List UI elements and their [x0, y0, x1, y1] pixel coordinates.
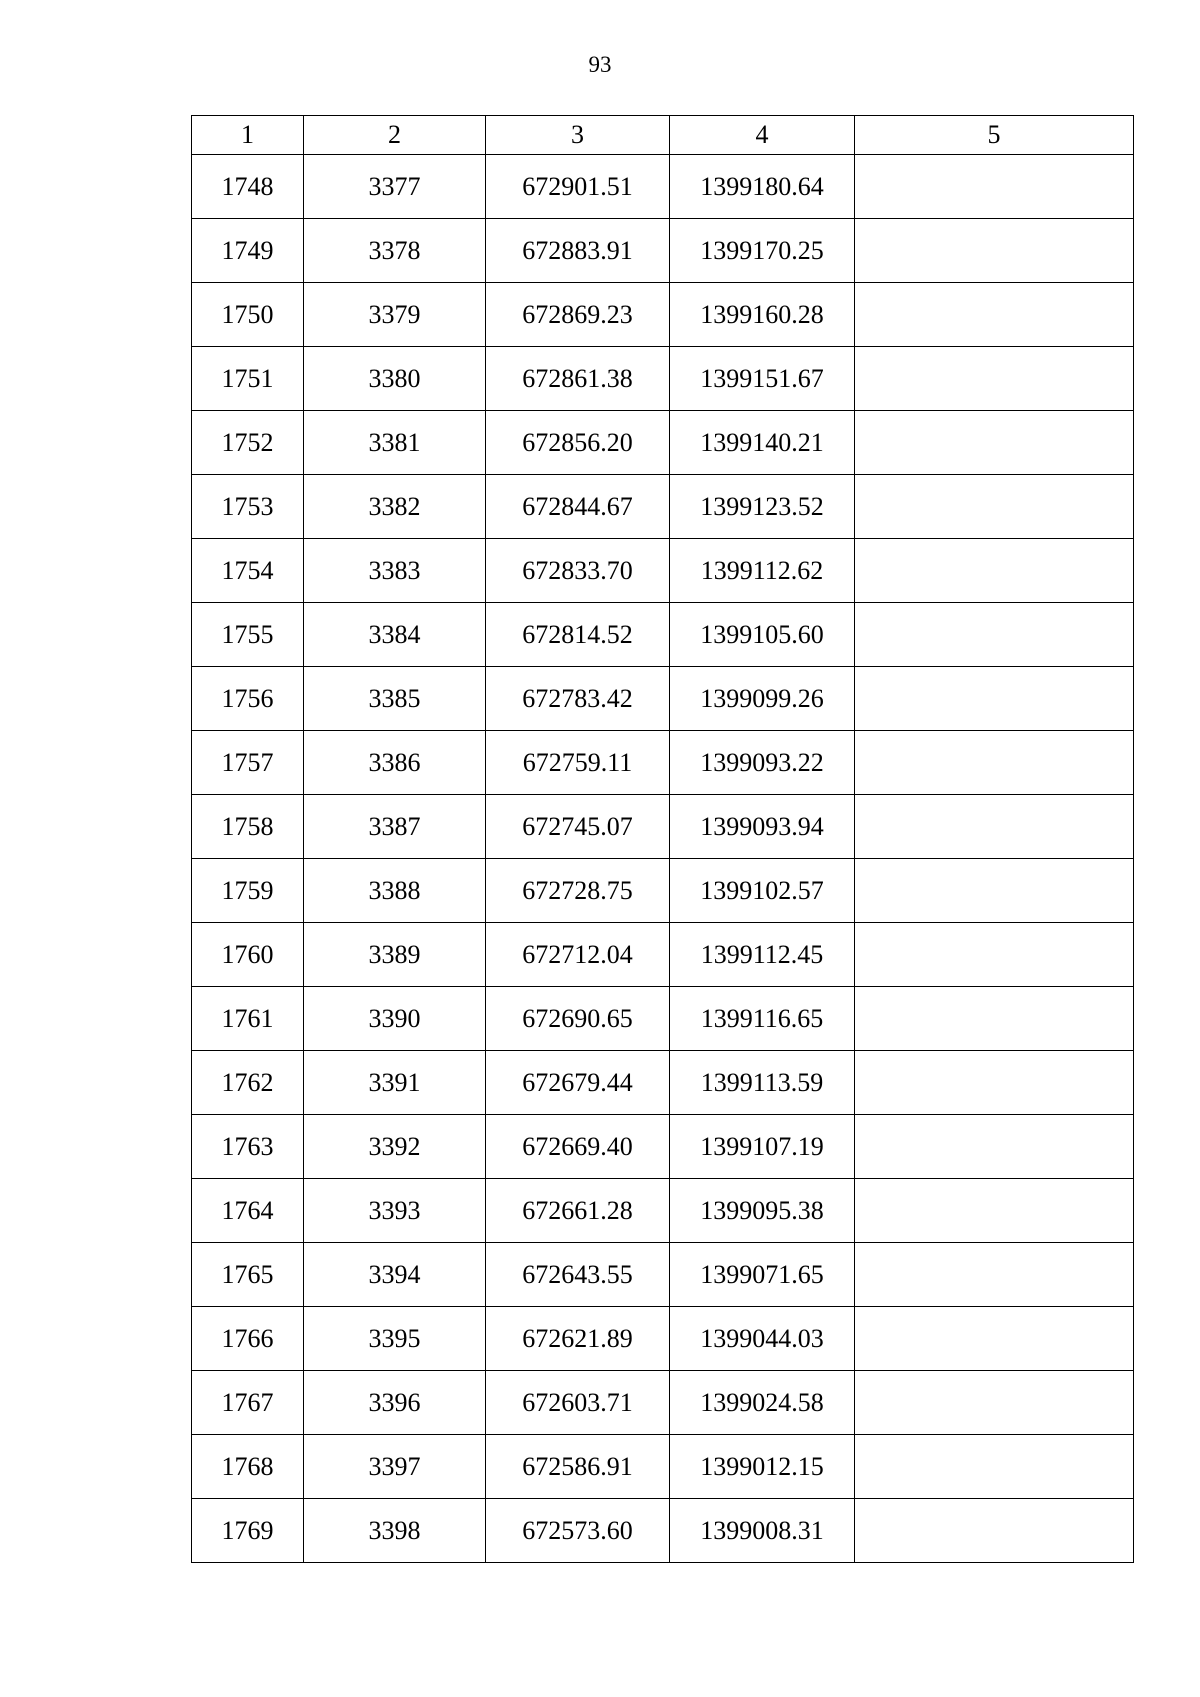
station-number-cell: 3378: [304, 219, 486, 283]
x-coordinate-cell: 672603.71: [486, 1371, 670, 1435]
station-number-cell: 3387: [304, 795, 486, 859]
column-header-4: 4: [670, 116, 855, 155]
x-coordinate-cell: 672573.60: [486, 1499, 670, 1563]
station-number-cell: 3392: [304, 1115, 486, 1179]
x-coordinate-cell: 672621.89: [486, 1307, 670, 1371]
y-coordinate-cell: 1399113.59: [670, 1051, 855, 1115]
note-cell: [855, 219, 1134, 283]
station-number-cell: 3396: [304, 1371, 486, 1435]
station-number-cell: 3383: [304, 539, 486, 603]
y-coordinate-cell: 1399044.03: [670, 1307, 855, 1371]
y-coordinate-cell: 1399012.15: [670, 1435, 855, 1499]
station-number-cell: 3377: [304, 155, 486, 219]
note-cell: [855, 283, 1134, 347]
y-coordinate-cell: 1399112.62: [670, 539, 855, 603]
y-coordinate-cell: 1399008.31: [670, 1499, 855, 1563]
x-coordinate-cell: 672814.52: [486, 603, 670, 667]
x-coordinate-cell: 672861.38: [486, 347, 670, 411]
table-row: [192, 1179, 1134, 1243]
note-cell: [855, 1307, 1134, 1371]
table-row: [192, 475, 1134, 539]
table-row: [192, 923, 1134, 987]
table-row: [192, 987, 1134, 1051]
note-cell: [855, 539, 1134, 603]
column-header-3: 3: [486, 116, 670, 155]
table-body: [192, 155, 1134, 1563]
table-row: [192, 219, 1134, 283]
station-number-cell: 3393: [304, 1179, 486, 1243]
point-number-cell: 1760: [192, 923, 304, 987]
point-number-cell: 1755: [192, 603, 304, 667]
header-row: [192, 116, 1134, 155]
station-number-cell: 3385: [304, 667, 486, 731]
note-cell: [855, 603, 1134, 667]
x-coordinate-cell: 672745.07: [486, 795, 670, 859]
point-number-cell: 1753: [192, 475, 304, 539]
x-coordinate-cell: 672661.28: [486, 1179, 670, 1243]
table-row: [192, 667, 1134, 731]
station-number-cell: 3389: [304, 923, 486, 987]
station-number-cell: 3397: [304, 1435, 486, 1499]
table-row: [192, 1371, 1134, 1435]
table-row: [192, 155, 1134, 219]
note-cell: [855, 155, 1134, 219]
y-coordinate-cell: 1399105.60: [670, 603, 855, 667]
y-coordinate-cell: 1399107.19: [670, 1115, 855, 1179]
note-cell: [855, 411, 1134, 475]
y-coordinate-cell: 1399093.22: [670, 731, 855, 795]
point-number-cell: 1758: [192, 795, 304, 859]
page-number: 93: [588, 52, 612, 77]
point-number-cell: 1769: [192, 1499, 304, 1563]
note-cell: [855, 1499, 1134, 1563]
column-header-5: 5: [855, 116, 1134, 155]
y-coordinate-cell: 1399180.64: [670, 155, 855, 219]
table-row: [192, 731, 1134, 795]
table-row: [192, 603, 1134, 667]
x-coordinate-cell: 672669.40: [486, 1115, 670, 1179]
point-number-cell: 1750: [192, 283, 304, 347]
y-coordinate-cell: 1399099.26: [670, 667, 855, 731]
station-number-cell: 3391: [304, 1051, 486, 1115]
note-cell: [855, 987, 1134, 1051]
point-number-cell: 1756: [192, 667, 304, 731]
x-coordinate-cell: 672833.70: [486, 539, 670, 603]
note-cell: [855, 1115, 1134, 1179]
note-cell: [855, 667, 1134, 731]
table-row: [192, 1307, 1134, 1371]
point-number-cell: 1757: [192, 731, 304, 795]
note-cell: [855, 1435, 1134, 1499]
x-coordinate-cell: 672643.55: [486, 1243, 670, 1307]
x-coordinate-cell: 672844.67: [486, 475, 670, 539]
x-coordinate-cell: 672869.23: [486, 283, 670, 347]
x-coordinate-cell: 672856.20: [486, 411, 670, 475]
y-coordinate-cell: 1399116.65: [670, 987, 855, 1051]
point-number-cell: 1764: [192, 1179, 304, 1243]
y-coordinate-cell: 1399123.52: [670, 475, 855, 539]
station-number-cell: 3395: [304, 1307, 486, 1371]
point-number-cell: 1767: [192, 1371, 304, 1435]
point-number-cell: 1748: [192, 155, 304, 219]
point-number-cell: 1751: [192, 347, 304, 411]
y-coordinate-cell: 1399095.38: [670, 1179, 855, 1243]
y-coordinate-cell: 1399170.25: [670, 219, 855, 283]
x-coordinate-cell: 672586.91: [486, 1435, 670, 1499]
y-coordinate-cell: 1399071.65: [670, 1243, 855, 1307]
table-row: [192, 859, 1134, 923]
station-number-cell: 3382: [304, 475, 486, 539]
station-number-cell: 3380: [304, 347, 486, 411]
table-row: [192, 347, 1134, 411]
y-coordinate-cell: 1399024.58: [670, 1371, 855, 1435]
y-coordinate-cell: 1399112.45: [670, 923, 855, 987]
x-coordinate-cell: 672759.11: [486, 731, 670, 795]
note-cell: [855, 859, 1134, 923]
y-coordinate-cell: 1399093.94: [670, 795, 855, 859]
coordinates-table: [191, 115, 1134, 1563]
table-row: [192, 795, 1134, 859]
y-coordinate-cell: 1399140.21: [670, 411, 855, 475]
table-row: [192, 1499, 1134, 1563]
y-coordinate-cell: 1399151.67: [670, 347, 855, 411]
station-number-cell: 3394: [304, 1243, 486, 1307]
table-row: [192, 1051, 1134, 1115]
note-cell: [855, 923, 1134, 987]
station-number-cell: 3381: [304, 411, 486, 475]
station-number-cell: 3386: [304, 731, 486, 795]
note-cell: [855, 1371, 1134, 1435]
point-number-cell: 1752: [192, 411, 304, 475]
note-cell: [855, 475, 1134, 539]
table-header: [192, 116, 1134, 155]
point-number-cell: 1754: [192, 539, 304, 603]
point-number-cell: 1762: [192, 1051, 304, 1115]
x-coordinate-cell: 672712.04: [486, 923, 670, 987]
table-row: [192, 1243, 1134, 1307]
note-cell: [855, 795, 1134, 859]
point-number-cell: 1763: [192, 1115, 304, 1179]
station-number-cell: 3390: [304, 987, 486, 1051]
table-row: [192, 539, 1134, 603]
table-row: [192, 1115, 1134, 1179]
x-coordinate-cell: 672728.75: [486, 859, 670, 923]
station-number-cell: 3398: [304, 1499, 486, 1563]
station-number-cell: 3388: [304, 859, 486, 923]
table-row: [192, 283, 1134, 347]
note-cell: [855, 731, 1134, 795]
station-number-cell: 3384: [304, 603, 486, 667]
station-number-cell: 3379: [304, 283, 486, 347]
note-cell: [855, 1179, 1134, 1243]
x-coordinate-cell: 672783.42: [486, 667, 670, 731]
x-coordinate-cell: 672679.44: [486, 1051, 670, 1115]
column-header-2: 2: [304, 116, 486, 155]
point-number-cell: 1759: [192, 859, 304, 923]
x-coordinate-cell: 672901.51: [486, 155, 670, 219]
point-number-cell: 1761: [192, 987, 304, 1051]
x-coordinate-cell: 672883.91: [486, 219, 670, 283]
y-coordinate-cell: 1399102.57: [670, 859, 855, 923]
point-number-cell: 1765: [192, 1243, 304, 1307]
x-coordinate-cell: 672690.65: [486, 987, 670, 1051]
note-cell: [855, 347, 1134, 411]
y-coordinate-cell: 1399160.28: [670, 283, 855, 347]
note-cell: [855, 1243, 1134, 1307]
note-cell: [855, 1051, 1134, 1115]
table-row: [192, 411, 1134, 475]
point-number-cell: 1749: [192, 219, 304, 283]
column-header-1: 1: [192, 116, 304, 155]
point-number-cell: 1768: [192, 1435, 304, 1499]
point-number-cell: 1766: [192, 1307, 304, 1371]
table-row: [192, 1435, 1134, 1499]
